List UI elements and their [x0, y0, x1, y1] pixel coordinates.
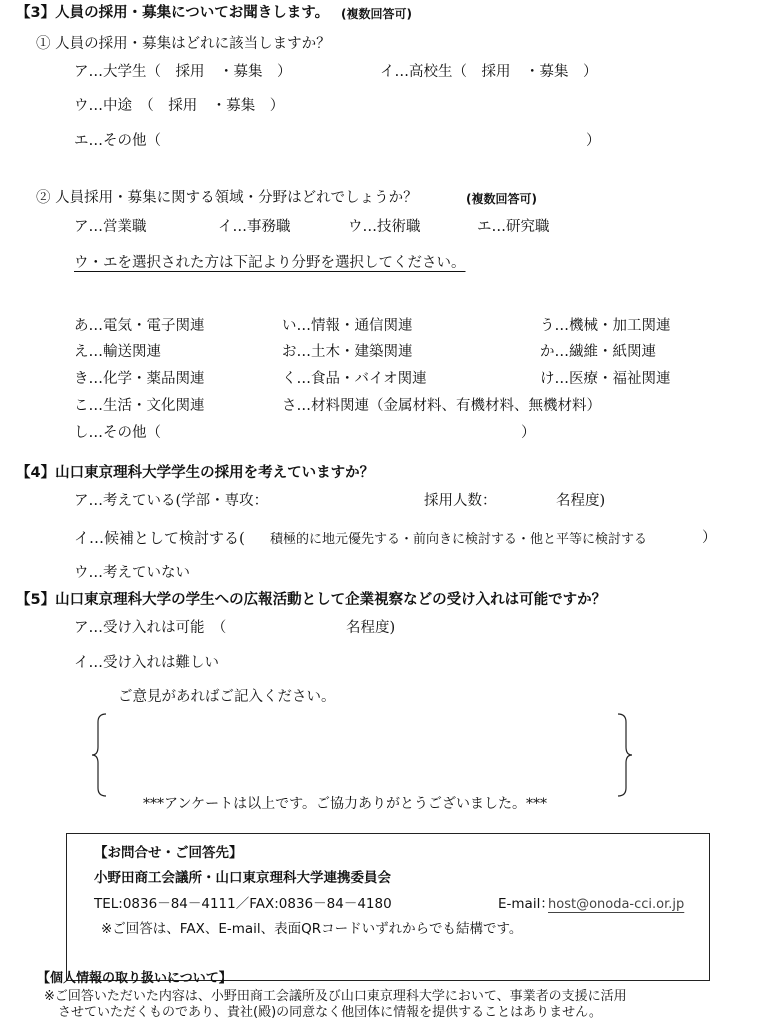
- s4-hire-count-unit: 名程度): [556, 493, 606, 509]
- privacy-line-1: ※ご回答いただいた内容は、小野田商工会議所及び山口東京理科大学において、事業者の支援に活用: [44, 989, 627, 1004]
- comment-right-bracket: [614, 712, 634, 798]
- field-item[interactable]: あ…電気・電子関連: [74, 318, 205, 334]
- section3-title-note: (複数回答可): [341, 7, 412, 21]
- privacy-heading: 【個人情報の取り扱いについて】: [37, 971, 232, 986]
- section5-title: 【5】山口東京理科大学の学生への広報活動として企業視察などの受け入れは可能ですか？: [16, 592, 607, 608]
- s4-option-candidate-detail: 積極的に地元優先する・前向きに検討する・他と平等に検討する: [270, 532, 648, 547]
- s4-option-candidate-close: ）: [702, 530, 717, 546]
- field-item[interactable]: さ…材料関連（金属材料、有機材料、無機材料）: [282, 398, 601, 414]
- q2-job-research[interactable]: エ…研究職: [477, 219, 550, 235]
- q1-option-other[interactable]: エ…その他（: [74, 133, 161, 149]
- s5-option-possible-unit: 名程度): [346, 620, 396, 636]
- q2-job-office[interactable]: イ…事務職: [218, 219, 291, 235]
- field-item-other-close: ）: [521, 425, 536, 441]
- q1-option-midcareer[interactable]: ウ…中途 （ 採用 ・募集 ）: [74, 98, 285, 114]
- contact-note: ※ご回答は、FAX、E-mail、表面QRコードいずれからでも結構です。: [101, 921, 523, 937]
- s5-option-difficult[interactable]: イ…受け入れは難しい: [74, 655, 219, 671]
- s4-hire-count-label: 採用人数：: [424, 493, 497, 509]
- section3-title: 【3】人員の採用・募集についてお聞きします。: [16, 5, 330, 21]
- q1-option-highschool[interactable]: イ…高校生（ 採用 ・募集 ）: [380, 64, 598, 80]
- s4-option-candidate[interactable]: イ…候補として検討する(: [74, 529, 245, 547]
- field-item[interactable]: う…機械・加工関連: [540, 318, 671, 334]
- contact-phone-fax: TEL:0836－84－4111／FAX:0836－84－4180: [94, 896, 392, 912]
- s5-option-possible[interactable]: ア…受け入れは可能 （: [74, 620, 227, 636]
- field-item[interactable]: い…情報・通信関連: [282, 318, 413, 334]
- q1-option-university[interactable]: ア…大学生（ 採用 ・募集 ）: [74, 64, 292, 80]
- section4-title: 【4】山口東京理科大学学生の採用を考えていますか？: [16, 465, 375, 481]
- field-item[interactable]: か…繊維・紙関連: [540, 344, 656, 360]
- contact-email-label: E-mail：: [498, 896, 554, 912]
- survey-closing: ***アンケートは以上です。ご協力ありがとうございました。***: [143, 796, 548, 812]
- field-item[interactable]: き…化学・薬品関連: [74, 371, 205, 387]
- field-item[interactable]: く…食品・バイオ関連: [282, 371, 427, 387]
- comment-prompt: ご意見があればご記入ください。: [118, 689, 336, 705]
- q2-instruction: ウ・エを選択された方は下記より分野を選択してください。: [74, 255, 466, 271]
- field-item[interactable]: こ…生活・文化関連: [74, 398, 205, 414]
- comment-area[interactable]: [104, 716, 616, 794]
- field-item[interactable]: お…土木・建築関連: [282, 344, 413, 360]
- q2-job-sales[interactable]: ア…営業職: [74, 219, 147, 235]
- field-item-other[interactable]: し…その他（: [74, 425, 161, 441]
- privacy-line-2: させていただくものであり、貴社(殿)の同意なく他団体に情報を提供することはありません。: [58, 1005, 602, 1020]
- contact-heading: 【お問合せ・ご回答先】: [94, 845, 243, 861]
- s4-option-not-considering[interactable]: ウ…考えていない: [74, 565, 190, 581]
- q2-label-note: (複数回答可): [466, 192, 537, 206]
- field-item[interactable]: え…輸送関連: [74, 344, 161, 360]
- q2-label: ② 人員採用・募集に関する領域・分野はどれでしょうか？: [36, 190, 418, 206]
- field-item[interactable]: け…医療・福祉関連: [540, 371, 671, 387]
- contact-email-link[interactable]: host@onoda-cci.or.jp: [548, 897, 685, 912]
- contact-organization: 小野田商工会議所・山口東京理科大学連携委員会: [94, 870, 391, 886]
- q2-job-technical[interactable]: ウ…技術職: [348, 219, 421, 235]
- q1-option-other-close: ）: [586, 133, 601, 149]
- s4-option-considering[interactable]: ア…考えている(学部・専攻：: [74, 493, 269, 509]
- q1-label: ① 人員の採用・募集はどれに該当しますか？: [36, 36, 331, 52]
